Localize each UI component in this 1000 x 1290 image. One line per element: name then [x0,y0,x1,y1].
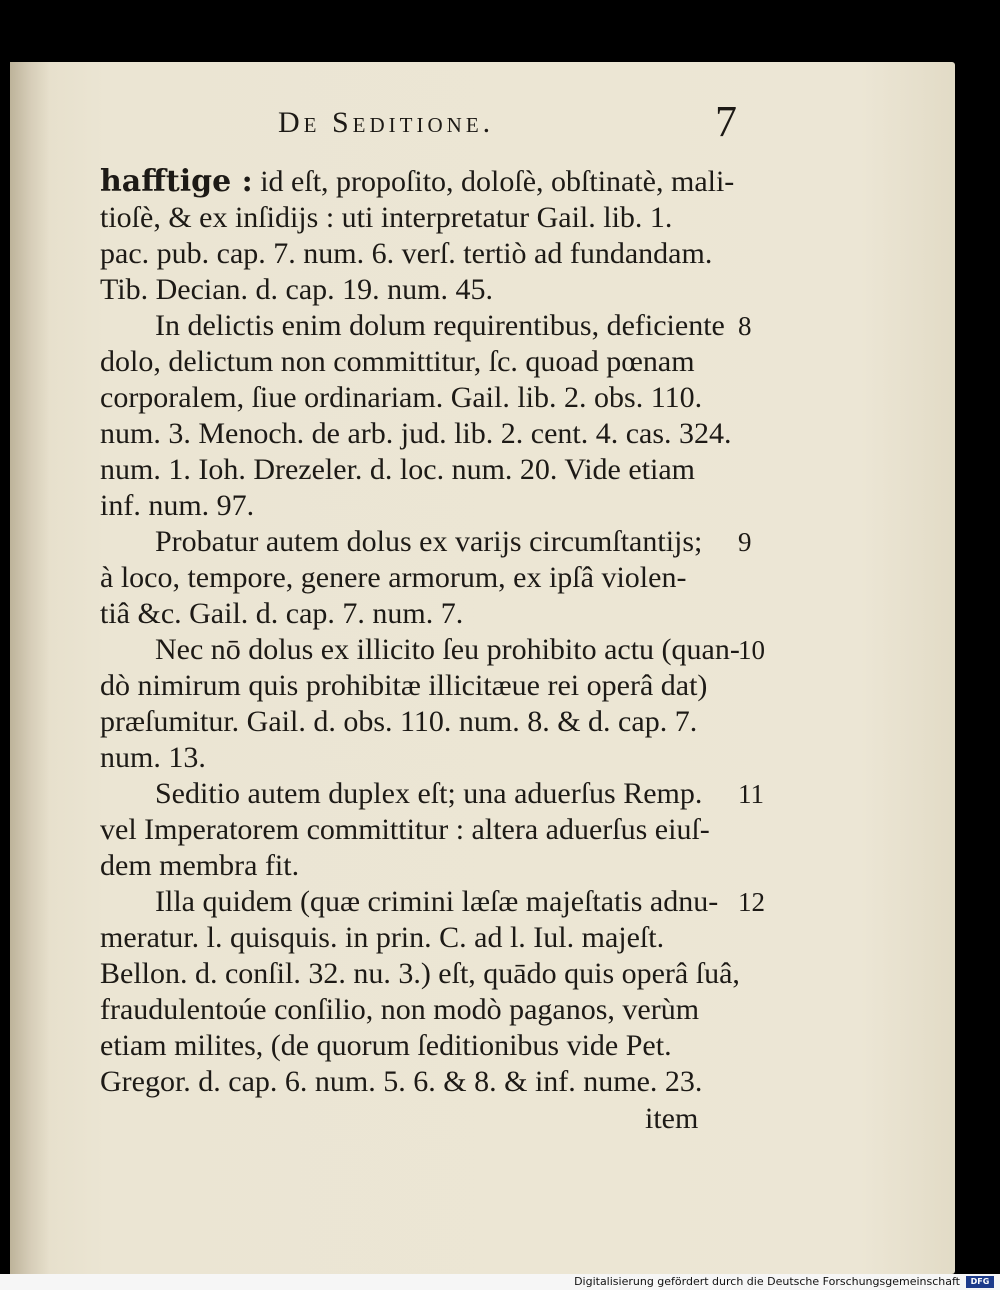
text-line: dem membra fit. [100,849,300,882]
dfg-logo: DFG [966,1276,994,1288]
catchword: item [645,1102,699,1135]
margin-number: 8 [738,311,752,341]
text-line: Probatur autem dolus ex varijs circumſtantijs; [155,525,703,558]
text-line: In delictis enim dolum requirentibus, deficiente [155,309,725,342]
text-line: vel Imperatorem committitur : altera aduerſus eiuſ- [100,813,710,846]
text-line: præſumitur. Gail. d. obs. 110. num. 8. & d. cap. 7. [100,705,698,738]
text-line: pac. pub. cap. 7. num. 6. verſ. tertiò ad fundandam. [100,237,713,270]
page-number: 7 [715,97,737,146]
text-line: inf. num. 97. [100,489,255,522]
fraktur-word: hafftige : [100,164,253,199]
text-segment: id eſt, propoſito, doloſè, obſtinatè, mali- [252,165,735,198]
text-line: corporalem, ſiue ordinariam. Gail. lib. 2. obs. 110. [100,381,703,414]
text-line: Tib. Decian. d. cap. 19. num. 45. [100,273,494,306]
running-head: De Seditione. [278,106,495,139]
text-line: num. 1. Ioh. Drezeler. d. loc. num. 20. Vide etiam [100,453,696,486]
margin-number: 11 [738,779,764,809]
text-line: Bellon. d. conſil. 32. nu. 3.) eſt, quādo quis operâ ſuâ, [100,957,740,990]
text-line: fraudulentoúe conſilio, non modò paganos, verùm [100,993,700,1026]
text-line [100,164,734,200]
margin-number: 10 [738,635,765,665]
page-text [10,62,955,1274]
margin-number: 12 [738,887,765,917]
text-line: dò nimirum quis prohibitæ illicitæue rei operâ dat) [100,669,708,702]
text-line: Seditio autem duplex eſt; una aduerſus Remp. [155,777,703,810]
text-line: tiâ &c. Gail. d. cap. 7. num. 7. [100,597,464,630]
text-line: tioſè, & ex inſidijs : uti interpretatur Gail. lib. 1. [100,201,673,234]
text-line: num. 3. Menoch. de arb. jud. lib. 2. cent. 4. cas. 324. [100,417,732,450]
text-line: Gregor. d. cap. 6. num. 5. 6. & 8. & inf. nume. 23. [100,1065,703,1098]
text-line: Illa quidem (quæ crimini læſæ majeſtatis adnu- [155,885,719,918]
text-line: à loco, tempore, genere armorum, ex ipſâ violen- [100,561,687,594]
text-line: dolo, delictum non committitur, ſc. quoad pœnam [100,345,695,378]
text-line: meratur. l. quisquis. in prin. C. ad l. Iul. majeſt. [100,921,665,954]
text-line: num. 13. [100,741,206,774]
book-page [10,62,955,1274]
text-line: etiam milites, (de quorum ſeditionibus vide Pet. [100,1029,672,1062]
margin-number: 9 [738,527,752,557]
digitization-credit: Digitalisierung gefördert durch die Deutsche Forschungsgemeinschaft [0,1274,1000,1290]
text-line: Nec nō dolus ex illicito ſeu prohibito actu (quan- [155,633,740,666]
